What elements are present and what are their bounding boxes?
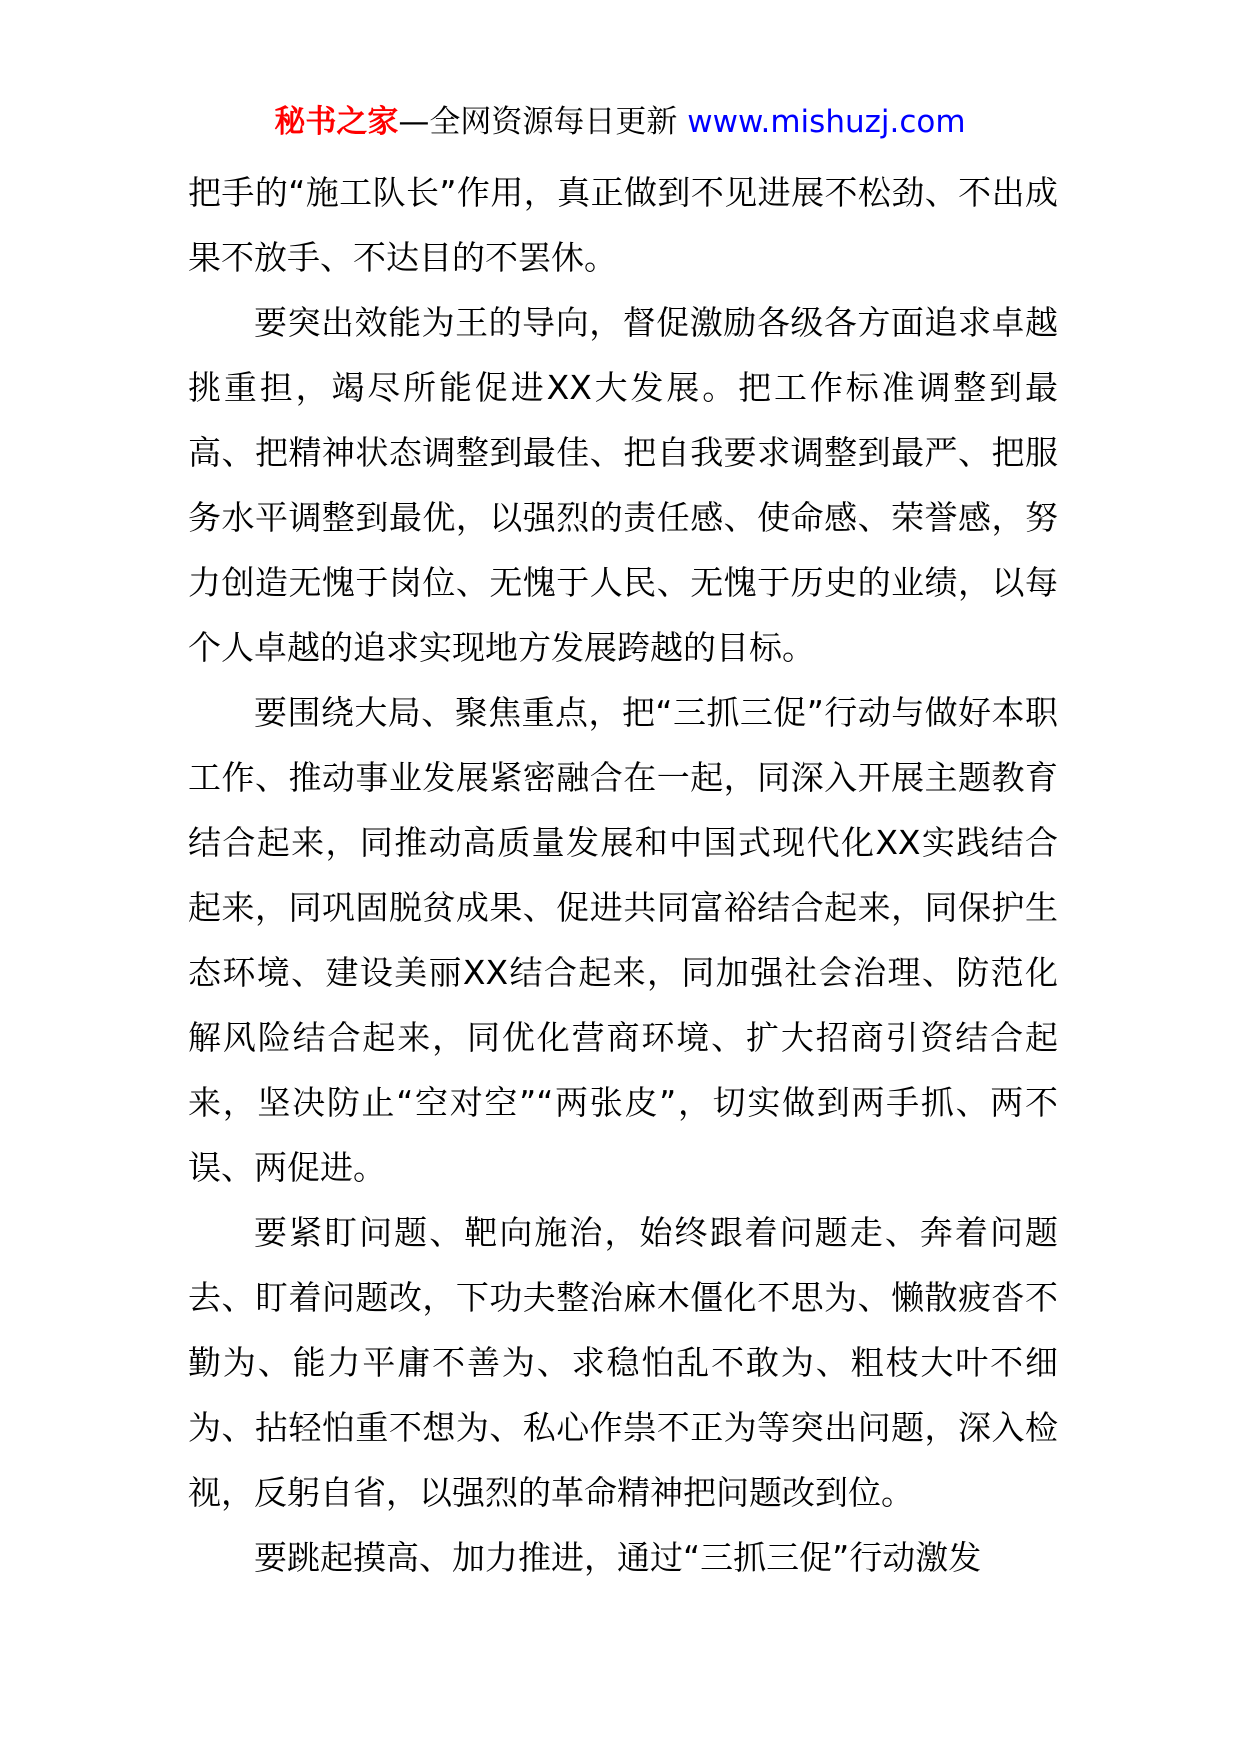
document-body <box>188 160 1058 1590</box>
page-header <box>0 100 1240 144</box>
paragraph: 要突出效能为王的导向，督促激励各级各方面追求卓越挑重担，竭尽所能促进XX大发展。把工作标准调整到最高、把精神状态调整到最佳、把自我要求调整到最严、把服务水平调整到最优，以强烈的责任感、使命感、荣誉感，努力创造无愧于岗位、无愧于人民、无愧于历史的业绩，以每个人卓越的追求实现地方发展跨越的目标。 <box>188 303 1058 667</box>
site-url-link[interactable]: www.mishuzj.com <box>687 104 966 140</box>
site-tagline: —全网资源每日更新 <box>398 104 678 140</box>
paragraph: 要紧盯问题、靶向施治，始终跟着问题走、奔着问题去、盯着问题改，下功夫整治麻木僵化不思为、懒散疲沓不勤为、能力平庸不善为、求稳怕乱不敢为、粗枝大叶不细为、拈轻怕重不想为、私心作祟不正为等突出问题，深入检视，反躬自省，以强烈的革命精神把问题改到位。 <box>188 1213 1058 1512</box>
paragraph-continued: 把手的“施工队长”作用，真正做到不见进展不松劲、不出成果不放手、不达目的不罢休。 <box>188 173 1058 277</box>
paragraph: 要围绕大局、聚焦重点，把“三抓三促”行动与做好本职工作、推动事业发展紧密融合在一起，同深入开展主题教育结合起来，同推动高质量发展和中国式现代化XX实践结合起来，同巩固脱贫成果、促进共同富裕结合起来，同保护生态环境、建设美丽XX结合起来，同加强社会治理、防范化解风险结合起来，同优化营商环境、扩大招商引资结合起来，坚决防止“空对空”“两张皮”，切实做到两手抓、两不误、两促进。 <box>188 693 1058 1187</box>
site-brand: 秘书之家 <box>274 104 399 140</box>
paragraph: 要跳起摸高、加力推进，通过“三抓三促”行动激发 <box>254 1538 982 1577</box>
